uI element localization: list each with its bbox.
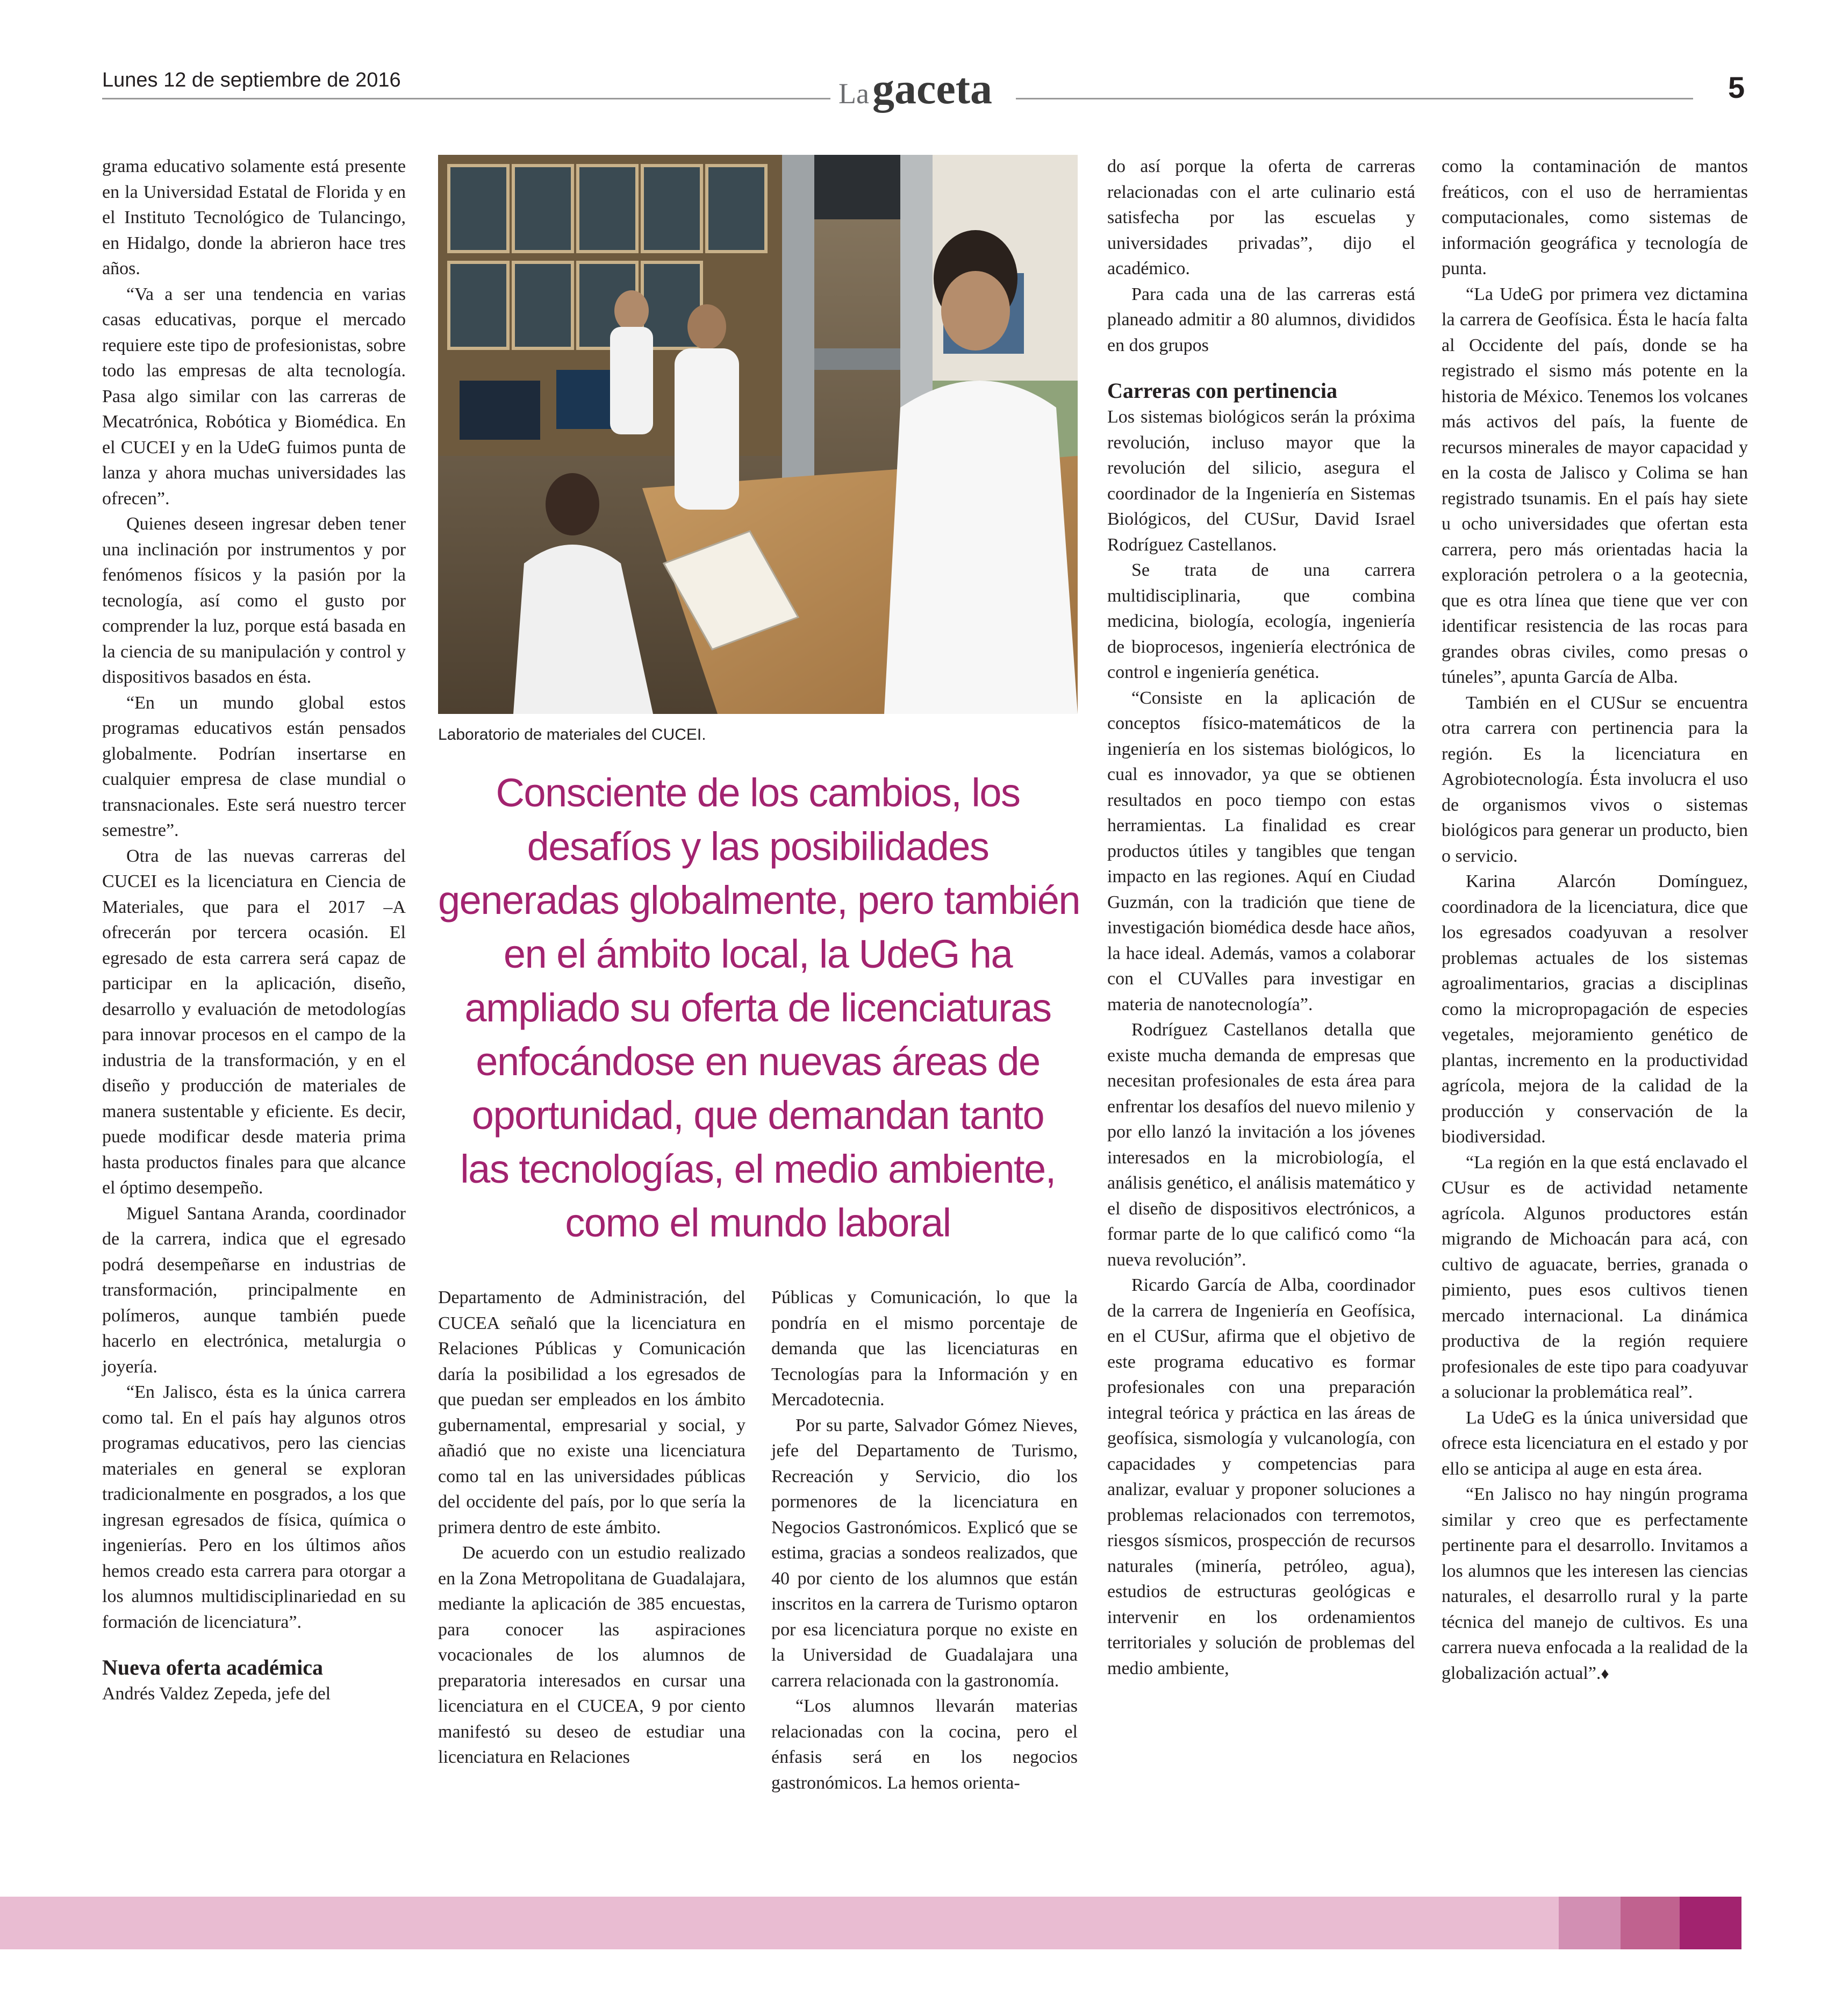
paragraph: Públicas y Comunicación, lo que la pondría en el mismo porcentaje de demanda que las licenciaturas en Tecnologías para la Información y en Mercadotecnia. — [771, 1288, 1078, 1410]
paragraph: “La UdeG por primera vez dictamina la carrera de Geofísica. Ésta le hacía falta al Occidente del país, donde se ha registrado el sismo más potente en la historia de México. Tenemos los volcanes más activos del país, la fuente de recursos minerales de mayor capacidad y en la costa de Jalisco y Colima se han registrado tsunamis. En el país hay siete u ocho universidades que ofertan esta carrera, pero más orientadas hacia la exploración petrolera o a la geotecnia, que es otra línea que tiene que ver con identificar resistencia de las rocas para grandes obras civiles, como presas o túneles”, apunta García de Alba. — [1442, 284, 1748, 687]
page-header — [0, 0, 1835, 113]
article-column-4 — [1107, 154, 1415, 1681]
paragraph: “Los alumnos llevarán materias relacionadas con la cocina, pero el énfasis será en los negocios gastronómicos. La hemos orienta- — [771, 1696, 1078, 1793]
paragraph: “En un mundo global estos programas educativos están pensados globalmente. Podrían insertarse en cualquier empresa de clase mundial o transnacionales. Este será nuestro tercer semestre”. — [102, 692, 406, 840]
paragraph: La UdeG es la única universidad que ofrece esta licenciatura en el estado y por ello se anticipa al auge en esta área. — [1442, 1407, 1748, 1479]
closing-quote-text: “En Jalisco no hay ningún programa similar y creo que es perfectamente pertinente para el desarrollo. Invitamos a los alumnos que les interesen las ciencias naturales, el desarrollo rural y la parte técnica del manejo de cultivos. Es una carrera nueva enfocada a la realidad de la globalización actual”. — [1442, 1484, 1748, 1683]
article-column-3 — [771, 1285, 1078, 1796]
paragraph: Los sistemas biológicos serán la próxima revolución, incluso mayor que la revolución del silicio, asegura el coordinador de la Ingeniería en Sistemas Biológicos, del CUSur, David Israel Rodríguez Castellanos. — [1107, 407, 1415, 555]
footer-band-mid — [1559, 1897, 1621, 1949]
masthead — [838, 63, 992, 114]
paragraph: Se trata de una carrera multidisciplinaria, que combina medicina, biología, ecología, ingeniería de bioprocesos, ingeniería electrónica de control e ingeniería genética. — [1107, 560, 1415, 682]
photo-caption: Laboratorio de materiales del CUCEI. — [438, 726, 706, 744]
lab-scene-illustration — [438, 155, 1078, 714]
paragraph: Otra de las nuevas carreras del CUCEI es la licenciatura en Ciencia de Materiales, que para el 2017 –A ofrecerán por tercera ocasión. El egresado de esta carrera será capaz de participar en la aplicación, diseño, desarrollo y evaluación de metodologías para innovar procesos en el campo de la industria de la transformación, y en el diseño y producción de materiales de manera sustentable y eficiente. Es decir, puede modificar desde materia prima hasta productos finales para que alcance el óptimo desempeño. — [102, 846, 406, 1198]
masthead-prefix: La — [838, 77, 869, 110]
lab-photo — [438, 155, 1078, 714]
header-rule-right — [1016, 98, 1693, 99]
footer-band-deep — [1680, 1897, 1741, 1949]
pull-quote-line: Consciente de los cambios, los — [496, 770, 1020, 815]
paragraph: “La región en la que está enclavado el CUsur es de actividad netamente agrícola. Algunos productores están migrando de Michoacán para acá, con cultivo de aguacate, berries, granada o pimiento, pues esos cultivos tienen mercado internacional. La dinámica productiva de la región requiere profesionales de este tipo para coadyuvar a solucionar la problemática real”. — [1442, 1152, 1748, 1402]
article-column-1 — [102, 154, 406, 1707]
subheading-nueva-oferta: Nueva oferta académica — [102, 1655, 323, 1679]
end-of-article-icon: ♦ — [1601, 1664, 1609, 1683]
article-column-2 — [438, 1285, 746, 1770]
pull-quote-line: en el ámbito local, la UdeG ha — [503, 932, 1013, 976]
paragraph: “En Jalisco, ésta es la única carrera como tal. En el país hay algunos otros programas educativos, pero las ciencias materiales en general se exploran tradicionalmente en posgrados, a los que ingresan egresados de física, química o ingenierías. Pero en los últimos años hemos creado esta carrera para otorgar a los alumnos multidisciplinariedad en su formación de licenciatura”. — [102, 1382, 406, 1632]
paragraph: Andrés Valdez Zepeda, jefe del — [102, 1684, 331, 1704]
pull-quote-line: generadas globalmente, pero también — [438, 878, 1080, 923]
paragraph: como la contaminación de mantos freáticos, con el uso de herramientas computacionales, como sistemas de información geográfica y tecnología de punta. — [1442, 156, 1748, 278]
pull-quote-line: desafíos y las posibilidades — [527, 824, 989, 869]
paragraph — [1442, 1482, 1748, 1686]
pull-quote-line: ampliado su oferta de licenciaturas — [464, 985, 1051, 1030]
masthead-name: gaceta — [872, 64, 993, 113]
issue-date: Lunes 12 de septiembre de 2016 — [102, 69, 401, 91]
pull-quote-line: las tecnologías, el medio ambiente, — [460, 1147, 1056, 1191]
paragraph: También en el CUSur se encuentra otra carrera con pertinencia para la región. Es la licenciatura en Agrobiotecnología. Ésta involucra el uso de organismos vivos o sistemas biológicos para generar un producto, bien o servicio. — [1442, 692, 1748, 866]
paragraph: “Va a ser una tendencia en varias casas educativas, porque el mercado requiere este tipo de profesionistas, sobre todo las empresas de alta tecnología. Pasa algo similar con las carreras de Mecatrónica, Robótica y Biomédica. En el CUCEI y en la UdeG fuimos punta de lanza y ahora muchas universidades las ofrecen”. — [102, 284, 406, 509]
paragraph: Quienes deseen ingresar deben tener una inclinación por instrumentos y por fenómenos físicos y la pasión por la tecnología, así como el gusto por comprender la luz, porque está basada en la ciencia de su manipulación y control y dispositivos basados en ésta. — [102, 514, 406, 687]
page-number: 5 — [1728, 70, 1745, 104]
paragraph: De acuerdo con un estudio realizado en la Zona Metropolitana de Guadalajara, mediante la aplicación de 385 encuestas, para conocer las aspiraciones vocacionales de los alumnos de preparatoria interesados en cursar una licenciatura en el CUCEA, 9 por ciento manifestó su deseo de estudiar una licenciatura en Relaciones — [438, 1543, 746, 1767]
footer-color-band — [0, 1897, 1835, 1949]
paragraph: grama educativo solamente está presente en la Universidad Estatal de Florida y en el Instituto Tecnológico de Tulancingo, en Hidalgo, donde la abrieron hace tres años. — [102, 156, 406, 278]
subheading-carreras-pertinencia: Carreras con pertinencia — [1107, 378, 1338, 403]
pull-quote-line: como el mundo laboral — [565, 1200, 951, 1245]
paragraph: Miguel Santana Aranda, coordinador de la carrera, indica que el egresado podrá desempeñarse en industrias de transformación, principalmente en polímeros, aunque también puede hacerlo en electrónica, metalurgia o joyería. — [102, 1203, 406, 1377]
header-rule-left — [102, 98, 830, 99]
paragraph: “Consiste en la aplicación de conceptos físico-matemáticos de la ingeniería en los sistemas biológicos, lo cual es innovador, ya que se obtienen resultados en poco tiempo con estas herramientas. La finalidad es crear productos útiles y tangibles que tengan impacto en las regiones. Aquí en Ciudad Guzmán, con la tradición que tiene de investigación biomédica desde hace años, la hace ideal. Además, vamos a colaborar con el CUValles para investigar en materia de nanotecnología”. — [1107, 688, 1415, 1014]
footer-band-dark — [1621, 1897, 1680, 1949]
article-column-5 — [1442, 154, 1748, 1686]
pull-quote-line: oportunidad, que demandan tanto — [471, 1093, 1044, 1138]
paragraph: Departamento de Administración, del CUCEA señaló que la licenciatura en Relaciones Públicas y Comunicación daría la posibilidad a los egresados de que puedan ser empleados en los ámbito gubernamental, empresarial y social, y añadió que no existe una licenciatura como tal en las universidades públicas del occidente del país, por lo que sería la primera dentro de este ámbito. — [438, 1288, 746, 1538]
pull-quote-line: enfocándose en nuevas áreas de — [476, 1039, 1040, 1084]
paragraph: Karina Alarcón Domínguez, coordinadora de la licenciatura, dice que los egresados coadyuvan a resolver problemas actuales de los sistemas agroalimentarios, gracias a disciplinas como la micropropagación de especies vegetales, mejoramiento genético de plantas, incremento en la productividad agrícola, mejora de la calidad de la producción y conservación de la biodiversidad. — [1442, 871, 1748, 1147]
paragraph: Ricardo García de Alba, coordinador de la carrera de Ingeniería en Geofísica, en el CUSur, afirma que el objetivo de este programa educativo es formar profesionales con una preparación integral teórica y práctica en las áreas de geofísica, sismología y vulcanología, con capacidades y competencias para analizar, evaluar y proponer soluciones a problemas relacionados con terremotos, riesgos sísmicos, prospección de recursos naturales (minería, petróleo, agua), estudios de estructuras geológicas e intervenir en los ordenamientos territoriales y solución de problemas del medio ambiente, — [1107, 1275, 1415, 1678]
paragraph: Rodríguez Castellanos detalla que existe mucha demanda de empresas que necesitan profesionales de esta área para enfrentar los desafíos del nuevo milenio y por ello lanzó la invitación a los jóvenes interesados en la microbiología, el análisis genético, el análisis matemático y el diseño de dispositivos electrónicos, a formar parte de lo que calificó como “la nueva revolución”. — [1107, 1020, 1415, 1270]
pull-quote — [438, 766, 1078, 1250]
footer-band-light — [0, 1897, 1559, 1949]
paragraph: Para cada una de las carreras está planeado admitir a 80 alumnos, divididos en dos grupos — [1107, 284, 1415, 355]
paragraph: Por su parte, Salvador Gómez Nieves, jefe del Departamento de Turismo, Recreación y Servicio, dio los pormenores de la licenciatura en Negocios Gastronómicos. Explicó que se estima, gracias a sondeos realizados, que 40 por ciento de los alumnos que están inscritos en la carrera de Turismo optaron por esa licenciatura porque no existe en la Universidad de Guadalajara una carrera relacionada con la gastronomía. — [771, 1415, 1078, 1691]
paragraph: do así porque la oferta de carreras relacionadas con el arte culinario está satisfecha por las escuelas y universidades privadas”, dijo el académico. — [1107, 156, 1415, 278]
